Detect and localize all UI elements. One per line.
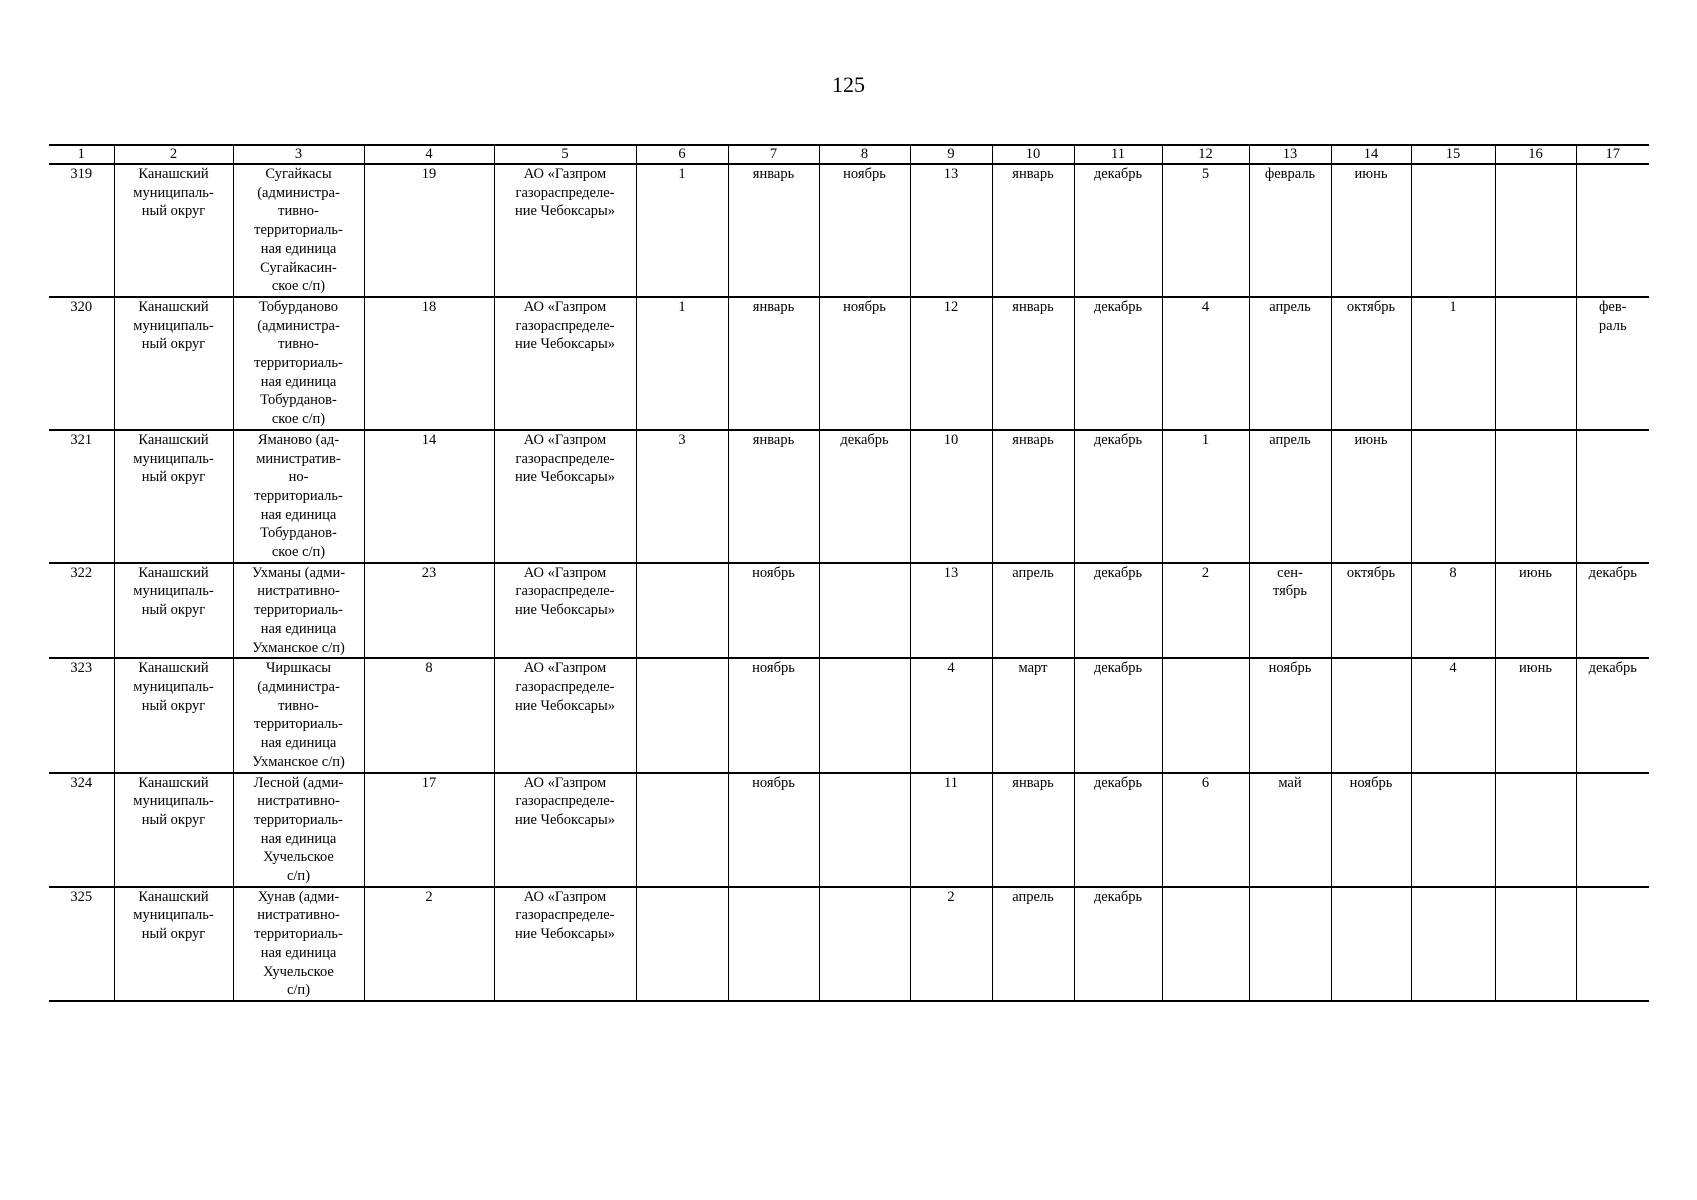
district-cell (114, 430, 233, 563)
col13-cell: апрель (1249, 297, 1331, 430)
cell-line: ние Чебоксары» (514, 336, 616, 353)
cell-line: ское с/п) (271, 544, 326, 561)
column-header: 4 (364, 145, 494, 164)
cell-line: АО «Газпром (523, 166, 607, 182)
col13-cell: апрель (1249, 430, 1331, 563)
row-number: 325 (49, 887, 114, 1001)
cell-line: территориаль- (254, 716, 343, 733)
cell-line: тивно- (278, 336, 319, 353)
col6-cell (636, 563, 728, 659)
cell-line: муниципаль- (133, 184, 214, 201)
column-header: 11 (1074, 145, 1162, 164)
settlement-cell (233, 297, 364, 430)
cell-line: Ухманы (адми- (251, 564, 346, 581)
cell-line: АО «Газпром (523, 888, 607, 905)
cell-line: ный округ (141, 697, 206, 714)
col14-cell: ноябрь (1331, 773, 1411, 887)
col17-cell: фев- раль (1576, 297, 1649, 430)
cell-line: АО «Газпром (523, 298, 607, 315)
column-header: 15 (1411, 145, 1495, 164)
col13-cell (1249, 887, 1331, 1001)
column-header: 10 (992, 145, 1074, 164)
col9-cell: 12 (910, 297, 992, 430)
cell-line: Тобурданово (259, 298, 338, 315)
col15-cell (1411, 430, 1495, 563)
cell-line: Канашский (138, 774, 209, 791)
column-header: 13 (1249, 145, 1331, 164)
col10-cell: январь (992, 430, 1074, 563)
cell-line: Хучельское (263, 963, 334, 980)
col7-cell: ноябрь (728, 773, 819, 887)
district-cell (114, 297, 233, 430)
col12-cell: 6 (1162, 773, 1249, 887)
table-row (49, 773, 1649, 887)
cell-line: АО «Газпром (523, 660, 607, 677)
col7-cell: январь (728, 430, 819, 563)
col7-cell: январь (728, 164, 819, 297)
col11-cell: декабрь (1074, 658, 1162, 772)
column-header: 1 (49, 145, 114, 164)
column-header: 17 (1576, 145, 1649, 164)
col13-cell: февраль (1249, 164, 1331, 297)
col7-cell: ноябрь (728, 658, 819, 772)
column-header: 16 (1495, 145, 1576, 164)
cell-line: ный округ (141, 469, 206, 486)
cell-line: территориаль- (254, 355, 343, 372)
col9-cell: 2 (910, 887, 992, 1001)
district-cell (114, 658, 233, 772)
cell-line: муниципаль- (133, 583, 214, 600)
cell-line: ная единица (260, 620, 337, 637)
col6-cell (636, 773, 728, 887)
cell-line: ние Чебоксары» (514, 203, 616, 220)
col17-cell (1576, 164, 1649, 297)
col11-cell: декабрь (1074, 297, 1162, 430)
col10-cell: январь (992, 297, 1074, 430)
cell-line: ная единица (260, 373, 337, 390)
col15-cell: 4 (1411, 658, 1495, 772)
header-row (49, 145, 1649, 164)
cell-line: Ухманское с/п) (252, 753, 345, 770)
row-number: 322 (49, 563, 114, 659)
cell-line: Канашский (138, 660, 209, 677)
cell-line: Чиршкасы (265, 660, 332, 677)
cell-line: ный округ (141, 926, 206, 943)
col11-cell: декабрь (1074, 164, 1162, 297)
table-row (49, 887, 1649, 1001)
col15-cell: 8 (1411, 563, 1495, 659)
cell-line: ная единица (260, 830, 337, 847)
col15-cell (1411, 773, 1495, 887)
cell-line: Канашский (138, 298, 209, 315)
cell-line: газораспределе- (515, 184, 615, 201)
count-cell: 17 (364, 773, 494, 887)
cell-line: ная единица (260, 944, 337, 961)
col17-cell (1576, 887, 1649, 1001)
cell-line: территориаль- (254, 602, 343, 619)
row-number: 319 (49, 164, 114, 297)
col13-cell: май (1249, 773, 1331, 887)
cell-line: ная единица (260, 240, 337, 257)
cell-line: ние Чебоксары» (514, 697, 616, 714)
column-header: 3 (233, 145, 364, 164)
col9-cell: 13 (910, 563, 992, 659)
col8-cell: ноябрь (819, 164, 910, 297)
cell-line: муниципаль- (133, 793, 214, 810)
cell-line: газораспределе- (515, 907, 615, 924)
settlement-cell (233, 887, 364, 1001)
cell-line: Лесной (адми- (253, 774, 344, 791)
col6-cell: 1 (636, 164, 728, 297)
col12-cell (1162, 658, 1249, 772)
cell-line: нистративно- (257, 793, 340, 810)
col13-cell: сен- тябрь (1249, 563, 1331, 659)
cell-line: Тобурданов- (260, 525, 337, 542)
organization-cell (494, 658, 636, 772)
column-header: 9 (910, 145, 992, 164)
col13-cell: ноябрь (1249, 658, 1331, 772)
cell-line: ный округ (141, 811, 206, 828)
col6-cell: 1 (636, 297, 728, 430)
col12-cell: 2 (1162, 563, 1249, 659)
organization-cell (494, 887, 636, 1001)
cell-line: (администра- (257, 678, 340, 695)
cell-line: газораспределе- (515, 583, 615, 600)
column-header: 7 (728, 145, 819, 164)
cell-line: с/п) (286, 868, 311, 885)
cell-line: министратив- (256, 450, 341, 467)
col12-cell: 1 (1162, 430, 1249, 563)
cell-line: газораспределе- (515, 317, 615, 334)
column-header: 6 (636, 145, 728, 164)
table-row (49, 430, 1649, 563)
cell-line: ная единица (260, 735, 337, 752)
col7-cell (728, 887, 819, 1001)
row-number: 323 (49, 658, 114, 772)
count-cell: 19 (364, 164, 494, 297)
col17-cell (1576, 430, 1649, 563)
cell-line: АО «Газпром (523, 431, 607, 448)
cell-line: Канашский (138, 888, 209, 905)
cell-line: муниципаль- (133, 450, 214, 467)
col11-cell: декабрь (1074, 563, 1162, 659)
col16-cell (1495, 297, 1576, 430)
settlement-cell (233, 430, 364, 563)
col16-cell: июнь (1495, 563, 1576, 659)
settlement-cell (233, 563, 364, 659)
col15-cell: 1 (1411, 297, 1495, 430)
data-table (49, 144, 1649, 1002)
cell-line: с/п) (286, 982, 311, 999)
cell-line: ние Чебоксары» (514, 602, 616, 619)
cell-line: Яманово (ад- (257, 431, 340, 448)
cell-line: нистративно- (257, 583, 340, 600)
col7-cell: ноябрь (728, 563, 819, 659)
settlement-cell (233, 658, 364, 772)
col15-cell (1411, 887, 1495, 1001)
cell-line: муниципаль- (133, 317, 214, 334)
cell-line: газораспределе- (515, 450, 615, 467)
column-header: 2 (114, 145, 233, 164)
col14-cell: июнь (1331, 164, 1411, 297)
col8-cell (819, 658, 910, 772)
table-row (49, 164, 1649, 297)
cell-line: Сугайкасин- (260, 259, 337, 276)
col17-cell: декабрь (1576, 658, 1649, 772)
col12-cell (1162, 887, 1249, 1001)
cell-line: Ухманское с/п) (252, 639, 345, 656)
row-number: 324 (49, 773, 114, 887)
cell-line: газораспределе- (515, 678, 615, 695)
col10-cell: январь (992, 164, 1074, 297)
col11-cell: декабрь (1074, 773, 1162, 887)
cell-line: Хучельское (263, 849, 334, 866)
col17-cell: декабрь (1576, 563, 1649, 659)
col16-cell (1495, 164, 1576, 297)
column-header: 8 (819, 145, 910, 164)
cell-line: тивно- (278, 203, 319, 220)
count-cell: 8 (364, 658, 494, 772)
col14-cell (1331, 887, 1411, 1001)
col14-cell: октябрь (1331, 297, 1411, 430)
col9-cell: 4 (910, 658, 992, 772)
cell-line: нистративно- (257, 907, 340, 924)
cell-line: Хунав (адми- (257, 888, 340, 905)
col16-cell (1495, 773, 1576, 887)
col14-cell (1331, 658, 1411, 772)
cell-line: ние Чебоксары» (514, 811, 616, 828)
cell-line: муниципаль- (133, 907, 214, 924)
organization-cell (494, 297, 636, 430)
organization-cell (494, 563, 636, 659)
col8-cell: ноябрь (819, 297, 910, 430)
settlement-cell (233, 773, 364, 887)
cell-line: территориаль- (254, 487, 343, 504)
cell-line: тивно- (278, 697, 319, 714)
district-cell (114, 773, 233, 887)
count-cell: 23 (364, 563, 494, 659)
table-row (49, 297, 1649, 430)
cell-line: Сугайкасы (265, 166, 332, 182)
row-number: 320 (49, 297, 114, 430)
col16-cell: июнь (1495, 658, 1576, 772)
col11-cell: декабрь (1074, 430, 1162, 563)
cell-line: территориаль- (254, 926, 343, 943)
cell-line: ние Чебоксары» (514, 926, 616, 943)
col9-cell: 11 (910, 773, 992, 887)
col8-cell: декабрь (819, 430, 910, 563)
count-cell: 18 (364, 297, 494, 430)
count-cell: 2 (364, 887, 494, 1001)
cell-line: ние Чебоксары» (514, 469, 616, 486)
col8-cell (819, 773, 910, 887)
col7-cell: январь (728, 297, 819, 430)
table-body (49, 164, 1649, 1001)
column-header: 12 (1162, 145, 1249, 164)
col6-cell (636, 887, 728, 1001)
cell-line: территориаль- (254, 222, 343, 239)
cell-line: ское с/п) (271, 278, 326, 295)
cell-line: Канашский (138, 431, 209, 448)
col14-cell: октябрь (1331, 563, 1411, 659)
cell-line: но- (288, 469, 309, 486)
col16-cell (1495, 430, 1576, 563)
col16-cell (1495, 887, 1576, 1001)
district-cell (114, 887, 233, 1001)
cell-line: АО «Газпром (523, 564, 607, 581)
count-cell: 14 (364, 430, 494, 563)
organization-cell (494, 430, 636, 563)
column-header: 14 (1331, 145, 1411, 164)
cell-line: ское с/п) (271, 411, 326, 428)
cell-line: газораспределе- (515, 793, 615, 810)
col14-cell: июнь (1331, 430, 1411, 563)
col9-cell: 13 (910, 164, 992, 297)
organization-cell (494, 164, 636, 297)
cell-line: Тобурданов- (260, 392, 337, 409)
col10-cell: март (992, 658, 1074, 772)
row-number: 321 (49, 430, 114, 563)
page-number: 125 (832, 72, 865, 97)
district-cell (114, 563, 233, 659)
cell-line: ный округ (141, 203, 206, 220)
col10-cell: апрель (992, 887, 1074, 1001)
col10-cell: январь (992, 773, 1074, 887)
cell-line: Канашский (138, 564, 209, 581)
col8-cell (819, 887, 910, 1001)
cell-line: ный округ (141, 602, 206, 619)
col11-cell: декабрь (1074, 887, 1162, 1001)
settlement-cell (233, 164, 364, 297)
col12-cell: 4 (1162, 297, 1249, 430)
cell-line: АО «Газпром (523, 774, 607, 791)
col17-cell (1576, 773, 1649, 887)
organization-cell (494, 773, 636, 887)
col10-cell: апрель (992, 563, 1074, 659)
col15-cell (1411, 164, 1495, 297)
col8-cell (819, 563, 910, 659)
cell-line: ный округ (141, 336, 206, 353)
cell-line: территориаль- (254, 811, 343, 828)
cell-line: муниципаль- (133, 678, 214, 695)
cell-line: ная единица (260, 506, 337, 523)
col12-cell: 5 (1162, 164, 1249, 297)
col6-cell: 3 (636, 430, 728, 563)
col6-cell (636, 658, 728, 772)
district-cell (114, 164, 233, 297)
cell-line: (администра- (257, 184, 340, 201)
col9-cell: 10 (910, 430, 992, 563)
cell-line: Канашский (138, 166, 209, 182)
cell-line: (администра- (257, 317, 340, 334)
table-row (49, 658, 1649, 772)
table-row (49, 563, 1649, 659)
column-header: 5 (494, 145, 636, 164)
